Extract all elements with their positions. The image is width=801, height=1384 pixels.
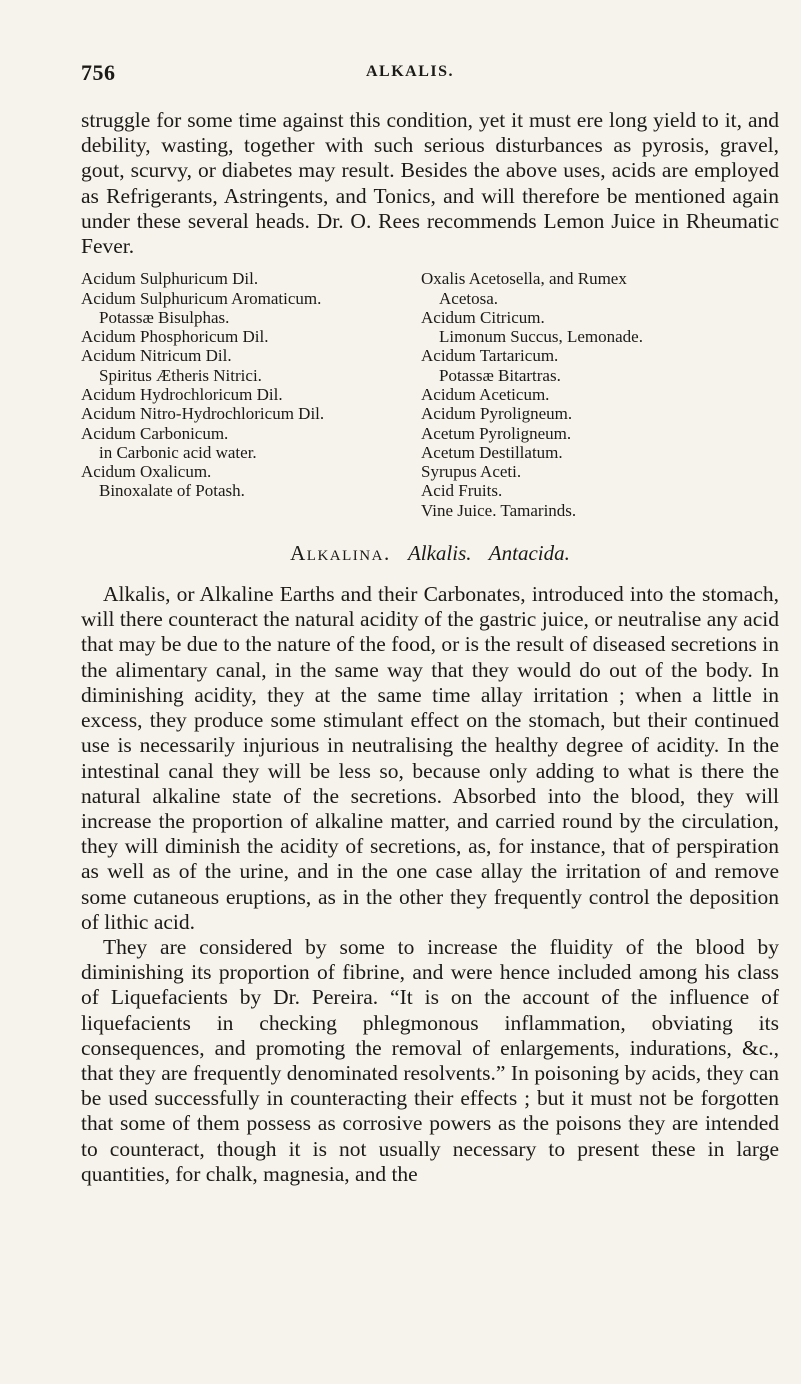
remedy-item: Acidum Sulphuricum Aromaticum. [81,288,322,308]
remedy-item: Oxalis Acetosella, and Rumex [421,269,627,289]
remedy-item: Acidum Carbonicum. [81,423,229,443]
remedy-item: Potassæ Bisulphas. [99,307,230,327]
remedy-item: Acidum Pyroligneum. [421,404,573,424]
intro-paragraph: struggle for some time against this condition, yet it must ere long yield to it, and debility, wasting, together with such serious disturbances as pyrosis, gravel, gout, scurvy, or diabetes may result. Besides the above uses, acids are employed as Refrigerants, Astringents, and Tonics, and will therefore be mentioned again under these several heads. Dr. O. Rees recommends Lemon Juice in Rheumatic Fever. [81,108,779,259]
remedy-item: Acidum Citricum. [421,307,545,327]
remedy-item: Spiritus Ætheris Nitrici. [99,365,262,385]
remedy-item: Syrupus Aceti. [421,462,522,482]
remedy-item: Acetosa. [439,288,499,308]
running-head [81,60,779,84]
body-paragraph: They are considered by some to increase the fluidity of the blood by diminishing its proportion of fibrine, and were hence included among his class of Liquefacients by Dr. Pereira. “It is on the account of the influence of liquefacients in checking phlegmonous inflammation, obviating its consequences, and promoting the removal of enlargements, indurations, &c., that they are frequently denominated resolvents.” In poisoning by acids, they can be used successfully in counteracting their effects ; but it must not be forgotten that some of them possess as corrosive powers as the poisons they are intended to counteract, though it is not usually necessary to present these in large quantities, for chalk, magnesia, and the [81,934,779,1186]
remedy-item: Limonum Succus, Lemonade. [439,327,643,347]
body-paragraph: Alkalis, or Alkaline Earths and their Carbonates, introduced into the stomach, will there counteract the natural acidity of the gastric juice, or neutralise any acid that may be due to the nature of the food, or is the result of diseased secretions in the alimentary canal, in the same way that they would do out of the body. In diminishing acidity, they at the same time allay irritation ; when a little in excess, they produce some stimulant effect on the stomach, but their continued use is necessarily injurious in neutralising the healthy degree of acidity. In the intestinal canal they will be less so, because only adding to what is there the natural alkaline state of the secretions. Absorbed into the blood, they will increase the proportion of alkaline matter, and carried round by the circulation, they will diminish the acidity of secretions, as, for instance, that of perspiration as well as of the urine, and in the one case allay the irritation of and remove some cutaneous eruptions, as in the other they frequently control the deposition of lithic acid. [81,582,779,934]
remedy-item: Binoxalate of Potash. [99,481,245,501]
body-text [81,108,779,1187]
remedy-item: Acidum Nitricum Dil. [81,346,232,366]
remedy-item: Acidum Sulphuricum Dil. [81,269,259,289]
remedy-item: Acetum Pyroligneum. [421,423,572,443]
section-heading-alt: Antacida. [488,541,570,566]
page-number: 756 [81,60,116,85]
remedy-item: Acidum Phosphoricum Dil. [81,327,269,347]
remedy-item: Acidum Nitro-Hydrochloricum Dil. [81,404,325,424]
remedy-item: Acidum Tartaricum. [421,346,559,366]
section-heading [81,540,779,566]
remedy-item: Acid Fruits. [421,481,503,501]
remedy-item: Acetum Destillatum. [421,442,563,462]
remedy-list-left [81,269,416,520]
remedy-item: Potassæ Bitartras. [439,365,561,385]
remedy-list [81,269,779,520]
remedy-item: Acidum Aceticum. [421,385,550,404]
remedy-item: Vine Juice. Tamarinds. [421,500,577,520]
remedy-item: in Carbonic acid water. [99,442,257,462]
remedy-list-right [421,269,779,520]
remedy-item: Acidum Hydrochloricum Dil. [81,385,283,404]
section-heading-english: Alkalis. [407,541,472,566]
running-title: ALKALIS. [365,63,455,80]
section-heading-latin: Alkalina. [290,541,391,566]
remedy-item: Acidum Oxalicum. [81,462,212,482]
